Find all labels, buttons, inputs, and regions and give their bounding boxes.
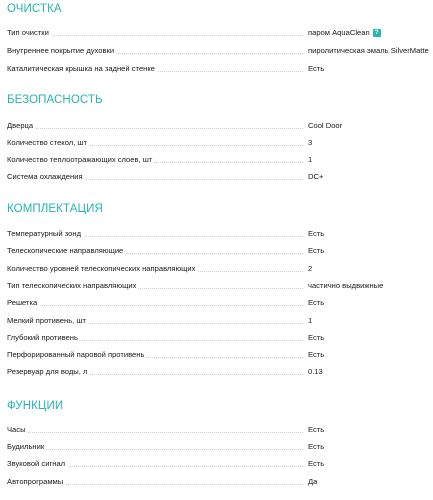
spec-value: частично выдвижные xyxy=(308,281,384,290)
spec-label: Количество стекол, шт xyxy=(7,138,87,147)
spec-value: Есть xyxy=(308,459,325,468)
leader-dots xyxy=(7,432,303,433)
spec-label: Часы xyxy=(7,425,26,434)
spec-value: Да xyxy=(308,477,318,486)
spec-value: 0.13 xyxy=(308,367,323,376)
spec-label: Мелкий противень, шт xyxy=(7,316,86,325)
leader-dots xyxy=(7,305,303,306)
section-title-safety: БЕЗОПАСНОСТЬ xyxy=(7,94,103,106)
spec-label: Количество уровней телескопических направляющих xyxy=(7,264,196,273)
spec-row xyxy=(7,332,427,344)
spec-row xyxy=(7,476,427,488)
spec-label: Звуковой сигнал xyxy=(7,459,66,468)
spec-label: Решетка xyxy=(7,298,38,307)
spec-row xyxy=(7,280,427,292)
spec-label: Перфорированный паровой противень xyxy=(7,350,145,359)
spec-value: Есть xyxy=(308,64,325,73)
section-title-cleaning: ОЧИСТКА xyxy=(7,3,62,15)
spec-label: Тип телескопических направляющих xyxy=(7,281,137,290)
spec-row xyxy=(7,263,427,275)
spec-row xyxy=(7,137,427,149)
spec-label: Количество теплоотражающих слоев, шт xyxy=(7,155,153,164)
spec-row xyxy=(7,171,427,183)
spec-row xyxy=(7,228,427,240)
spec-row xyxy=(7,349,427,361)
spec-label: Резервуар для воды, л xyxy=(7,367,88,376)
spec-row xyxy=(7,366,427,378)
spec-value: пиролитическая эмаль SilverMatte xyxy=(308,46,429,55)
spec-value: Есть xyxy=(308,246,325,255)
spec-row xyxy=(7,154,427,166)
spec-row xyxy=(7,315,427,327)
spec-value: Есть xyxy=(308,333,325,342)
spec-value: 1 xyxy=(308,316,313,325)
spec-label: Телескопические направляющие xyxy=(7,246,124,255)
spec-label: Глубокий противень xyxy=(7,333,78,342)
spec-value: Есть xyxy=(308,350,325,359)
help-icon[interactable]: ? xyxy=(373,29,381,37)
spec-value: Есть xyxy=(308,442,325,451)
spec-value xyxy=(308,27,381,39)
spec-label: Система охлаждения xyxy=(7,172,83,181)
section-title-equipment: КОМПЛЕКТАЦИЯ xyxy=(7,203,103,215)
spec-label: Каталитическая крышка на задней стенке xyxy=(7,64,155,73)
spec-value: DC+ xyxy=(308,172,324,181)
spec-label: Тип очистки xyxy=(7,28,49,37)
spec-label: Будильник xyxy=(7,442,45,451)
spec-label: Автопрограммы xyxy=(7,477,64,486)
spec-value: 2 xyxy=(308,264,313,273)
spec-row xyxy=(7,297,427,309)
leader-dots xyxy=(7,35,303,36)
spec-row xyxy=(7,63,427,75)
spec-value: Есть xyxy=(308,425,325,434)
section-title-functions: ФУНКЦИИ xyxy=(7,400,64,412)
leader-dots xyxy=(7,128,303,129)
spec-value: Cool Door xyxy=(308,121,343,130)
spec-row xyxy=(7,245,427,257)
spec-row xyxy=(7,120,427,132)
spec-row xyxy=(7,458,427,470)
spec-row xyxy=(7,424,427,436)
spec-row xyxy=(7,27,427,39)
spec-value: 1 xyxy=(308,155,313,164)
spec-value: Есть xyxy=(308,298,325,307)
spec-row xyxy=(7,441,427,453)
spec-row xyxy=(7,45,427,57)
spec-value: 3 xyxy=(308,138,313,147)
spec-value: Есть xyxy=(308,229,325,238)
spec-label: Дверца xyxy=(7,121,34,130)
spec-label: Температурный зонд xyxy=(7,229,82,238)
spec-value-text: паром AquaClean xyxy=(308,28,370,37)
leader-dots xyxy=(7,449,303,450)
spec-label: Внутреннее покрытие духовки xyxy=(7,46,115,55)
